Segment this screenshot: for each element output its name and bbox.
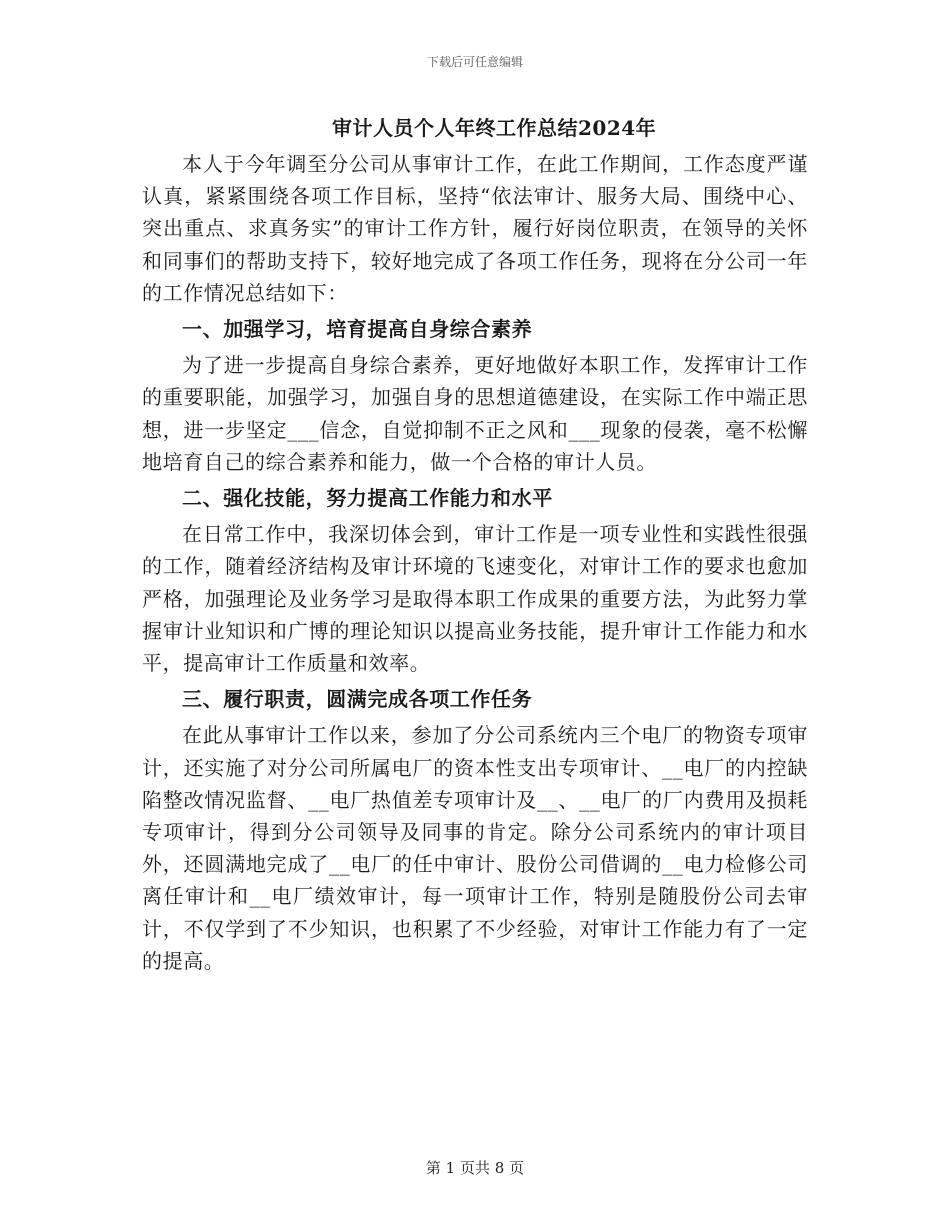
intro-paragraph: 本人于今年调至分公司从事审计工作，在此工作期间，工作态度严谨认真，紧紧围绕各项工作目标，坚持“依法审计、服务大局、围绕中心、突出重点、求真务实”的审计工作方针，履行好岗位职责，在领导的关怀和同事们的帮助支持下，较好地完成了各项工作任务，现将在分公司一年的工作情况总结如下： <box>142 152 808 305</box>
section-body-3: 在此从事审计工作以来，参加了分公司系统内三个电厂的物资专项审计，还实施了对分公司所属电厂的资本性支出专项审计、__电厂的内控缺陷整改情况监督、__电厂热值差专项审计及__、__电厂的厂内费用及损耗专项审计，得到分公司领导及同事的肯定。除分公司系统内的审计项目外，还圆满地完成了__电厂的任中审计、股份公司借调的__电力检修公司离任审计和__电厂绩效审计，每一项审计工作，特别是随股份公司去审计，不仅学到了不少知识，也积累了不少经验，对审计工作能力有了一定的提高。 <box>142 723 808 973</box>
section-heading-1: 一、加强学习，培育提高自身综合素养 <box>182 317 533 342</box>
section-heading-3: 三、履行职责，圆满完成各项工作任务 <box>182 687 533 712</box>
section-body-1: 为了进一步提高自身综合素养，更好地做好本职工作，发挥审计工作的重要职能，加强学习，加强自身的思想道德建设，在实际工作中端正思想，进一步坚定___信念，自觉抑制不正之风和___现象的侵袭，毫不松懈地培育自己的综合素养和能力，做一个合格的审计人员。 <box>142 353 808 474</box>
section-body-2: 在日常工作中，我深切体会到，审计工作是一项专业性和实践性很强的工作，随着经济结构及审计环境的飞速变化，对审计工作的要求也愈加严格，加强理论及业务学习是取得本职工作成果的重要方法，为此努力掌握审计业知识和广博的理论知识以提高业务技能，提升审计工作能力和水平，提高审计工作质量和效率。 <box>142 522 808 676</box>
section-heading-2: 二、强化技能，努力提高工作能力和水平 <box>182 486 553 511</box>
document-body <box>142 112 808 977</box>
document-title: 审计人员个人年终工作总结2024年 <box>332 116 657 140</box>
page-footer: 第 1 页共 8 页 <box>425 1159 525 1177</box>
page-header: 下载后可任意编辑 <box>426 55 523 69</box>
